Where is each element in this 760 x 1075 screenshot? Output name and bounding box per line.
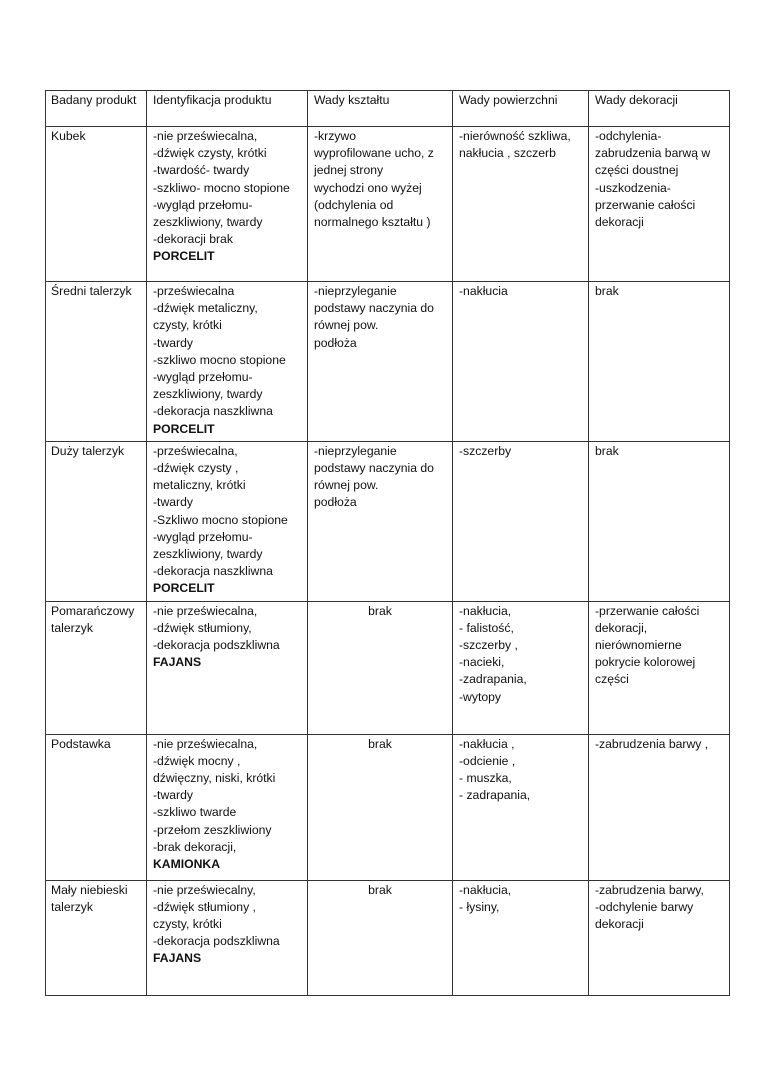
- cell-line: -dźwięk czysty, krótki: [153, 146, 267, 161]
- cell-line: - muszka,: [459, 771, 512, 786]
- cell-line: -brak dekoracji,: [153, 839, 237, 854]
- cell-line: -szczerby ,: [459, 638, 518, 653]
- surface-defects-cell: [453, 734, 589, 880]
- cell-line: - łysiny,: [459, 899, 500, 914]
- cell-line: -szkliwo- mocno stopione: [153, 180, 290, 195]
- decoration-defects-cell: [589, 880, 730, 995]
- cell-line: równej pow.: [314, 478, 379, 493]
- cell-line: -szkliwo mocno stopione: [153, 352, 286, 367]
- cell-line: zeszkliwiony, twardy: [153, 215, 263, 230]
- cell-line: -przeświecalna: [153, 284, 235, 298]
- cell-line: -szczerby: [459, 443, 512, 458]
- cell-line: -wygląd przełomu-: [153, 197, 253, 212]
- surface-defects-cell: [453, 880, 589, 995]
- cell-line: -odcienie ,: [459, 753, 516, 768]
- cell-line: brak: [595, 443, 619, 458]
- cell-line: -dekoracji brak: [153, 232, 233, 247]
- cell-line: pokrycie kolorowej: [595, 655, 696, 670]
- cell-line: -twardy: [153, 788, 193, 803]
- identification-cell: [147, 127, 308, 282]
- cell-line: równej pow.: [314, 318, 379, 333]
- cell-line: -wytopy: [459, 689, 501, 704]
- cell-line: brak: [368, 603, 392, 618]
- cell-line: -dekoracja podszkliwna: [153, 638, 280, 653]
- cell-line: dekoracji: [595, 917, 644, 932]
- material-label: PORCELIT: [153, 421, 215, 436]
- cell-line: brak: [595, 284, 619, 298]
- defects-table: [45, 90, 730, 996]
- cell-line: normalnego kształtu ): [314, 215, 431, 230]
- cell-line: czysty, krótki: [153, 318, 222, 333]
- header-decoration-defects: Wady dekoracji: [589, 91, 730, 127]
- table-row: [46, 880, 730, 995]
- cell-line: zeszkliwiony, twardy: [153, 387, 263, 402]
- cell-line: nierównomierne: [595, 638, 682, 653]
- material-label: FAJANS: [153, 655, 202, 670]
- cell-line: -dekoracja naszkliwna: [153, 404, 273, 419]
- cell-line: -nie przeświecalna,: [153, 736, 258, 751]
- cell-line: Średni talerzyk: [51, 284, 132, 298]
- cell-line: -przerwanie całości: [595, 603, 700, 618]
- decoration-defects-cell: [589, 282, 730, 442]
- cell-line: brak: [368, 736, 392, 751]
- product-cell: [46, 880, 147, 995]
- identification-cell: [147, 441, 308, 601]
- cell-line: Kubek: [51, 129, 86, 143]
- cell-line: -nakłucia: [459, 284, 508, 298]
- cell-line: -nierówność szkliwa,: [459, 129, 571, 143]
- cell-line: -zadrapania,: [459, 672, 527, 687]
- cell-line: -nacieki,: [459, 655, 505, 670]
- cell-line: - zadrapania,: [459, 788, 531, 803]
- cell-line: -dekoracja podszkliwna: [153, 934, 280, 949]
- cell-line: -nakłucia,: [459, 882, 512, 897]
- cell-line: -twardy: [153, 495, 193, 510]
- cell-line: Duży talerzyk: [51, 443, 125, 458]
- cell-line: -nakłucia,: [459, 603, 512, 618]
- cell-line: -odchylenia-: [595, 129, 662, 143]
- surface-defects-cell: [453, 601, 589, 734]
- cell-line: -dekoracja naszkliwna: [153, 564, 273, 579]
- cell-line: Mały niebieski: [51, 882, 128, 897]
- cell-line: -szkliwo twarde: [153, 805, 237, 820]
- cell-line: podłoża: [314, 495, 357, 510]
- table-row: [46, 734, 730, 880]
- cell-line: -twardy: [153, 335, 193, 350]
- cell-line: dekoracji,: [595, 620, 648, 635]
- surface-defects-cell: [453, 282, 589, 442]
- header-row: [46, 91, 730, 127]
- identification-cell: [147, 601, 308, 734]
- cell-line: metaliczny, krótki: [153, 478, 246, 493]
- table-row: [46, 601, 730, 734]
- cell-line: -nakłucia ,: [459, 736, 515, 751]
- shape-defects-cell: [308, 880, 453, 995]
- product-cell: [46, 601, 147, 734]
- cell-line: (odchylenia od: [314, 197, 394, 212]
- cell-line: -krzywo: [314, 129, 356, 143]
- cell-line: wychodzi ono wyżej: [314, 180, 422, 195]
- cell-line: nakłucia , szczerb: [459, 146, 556, 161]
- cell-line: części doustnej: [595, 163, 679, 178]
- cell-line: dekoracji: [595, 215, 644, 230]
- cell-line: Podstawka: [51, 736, 111, 751]
- material-label: PORCELIT: [153, 249, 215, 264]
- identification-cell: [147, 734, 308, 880]
- cell-line: -dźwięk metaliczny,: [153, 301, 258, 316]
- shape-defects-cell: [308, 127, 453, 282]
- cell-line: -twardość- twardy: [153, 163, 250, 178]
- decoration-defects-cell: [589, 441, 730, 601]
- cell-line: Pomarańczowy: [51, 603, 135, 618]
- cell-line: talerzyk: [51, 899, 93, 914]
- table-row: [46, 441, 730, 601]
- defects-table-body: [46, 91, 730, 996]
- cell-line: podstawy naczynia do: [314, 461, 434, 476]
- cell-line: zeszkliwiony, twardy: [153, 547, 263, 562]
- cell-line: -nieprzyleganie: [314, 443, 397, 458]
- shape-defects-cell: [308, 282, 453, 442]
- product-cell: [46, 734, 147, 880]
- cell-line: podstawy naczynia do: [314, 301, 434, 316]
- cell-line: -Szkliwo mocno stopione: [153, 512, 288, 527]
- material-label: KAMIONKA: [153, 857, 221, 872]
- cell-line: talerzyk: [51, 620, 93, 635]
- cell-line: części: [595, 672, 629, 687]
- shape-defects-cell: [308, 441, 453, 601]
- header-identification: Identyfikacja produktu: [147, 91, 308, 127]
- material-label: FAJANS: [153, 951, 202, 966]
- cell-line: przerwanie całości: [595, 197, 696, 212]
- cell-line: -nie przeświecalna,: [153, 129, 258, 143]
- cell-line: dźwięczny, niski, krótki: [153, 771, 276, 786]
- cell-line: wyprofilowane ucho, z: [314, 146, 434, 161]
- cell-line: -nie przeświecalny,: [153, 882, 256, 897]
- cell-line: -zabrudzenia barwy,: [595, 882, 704, 897]
- cell-line: czysty, krótki: [153, 917, 222, 932]
- identification-cell: [147, 282, 308, 442]
- cell-line: -przeświecalna,: [153, 443, 238, 458]
- cell-line: -dźwięk czysty ,: [153, 461, 239, 476]
- material-label: PORCELIT: [153, 581, 215, 596]
- table-row: [46, 127, 730, 282]
- cell-line: zabrudzenia barwą w: [595, 146, 711, 161]
- cell-line: podłoża: [314, 335, 357, 350]
- cell-line: -dźwięk stłumiony,: [153, 620, 252, 635]
- cell-line: -wygląd przełomu-: [153, 529, 253, 544]
- decoration-defects-cell: [589, 127, 730, 282]
- decoration-defects-cell: [589, 734, 730, 880]
- product-cell: [46, 127, 147, 282]
- header-product: Badany produkt: [46, 91, 147, 127]
- surface-defects-cell: [453, 127, 589, 282]
- header-shape-defects: Wady kształtu: [308, 91, 453, 127]
- shape-defects-cell: [308, 601, 453, 734]
- cell-line: -dźwięk stłumiony ,: [153, 899, 256, 914]
- cell-line: -nie przeświecalna,: [153, 603, 258, 618]
- cell-line: brak: [368, 882, 392, 897]
- cell-line: -wygląd przełomu-: [153, 370, 253, 385]
- shape-defects-cell: [308, 734, 453, 880]
- product-cell: [46, 441, 147, 601]
- cell-line: -nieprzyleganie: [314, 284, 397, 298]
- header-surface-defects: Wady powierzchni: [453, 91, 589, 127]
- cell-line: -dźwięk mocny ,: [153, 753, 241, 768]
- table-row: [46, 282, 730, 442]
- cell-line: jednej strony: [314, 163, 384, 178]
- cell-line: - falistość,: [459, 620, 514, 635]
- cell-line: -przełom zeszkliwiony: [153, 822, 272, 837]
- cell-line: -odchylenie barwy: [595, 899, 694, 914]
- decoration-defects-cell: [589, 601, 730, 734]
- cell-line: -zabrudzenia barwy ,: [595, 736, 709, 751]
- surface-defects-cell: [453, 441, 589, 601]
- product-cell: [46, 282, 147, 442]
- identification-cell: [147, 880, 308, 995]
- cell-line: -uszkodzenia-: [595, 180, 671, 195]
